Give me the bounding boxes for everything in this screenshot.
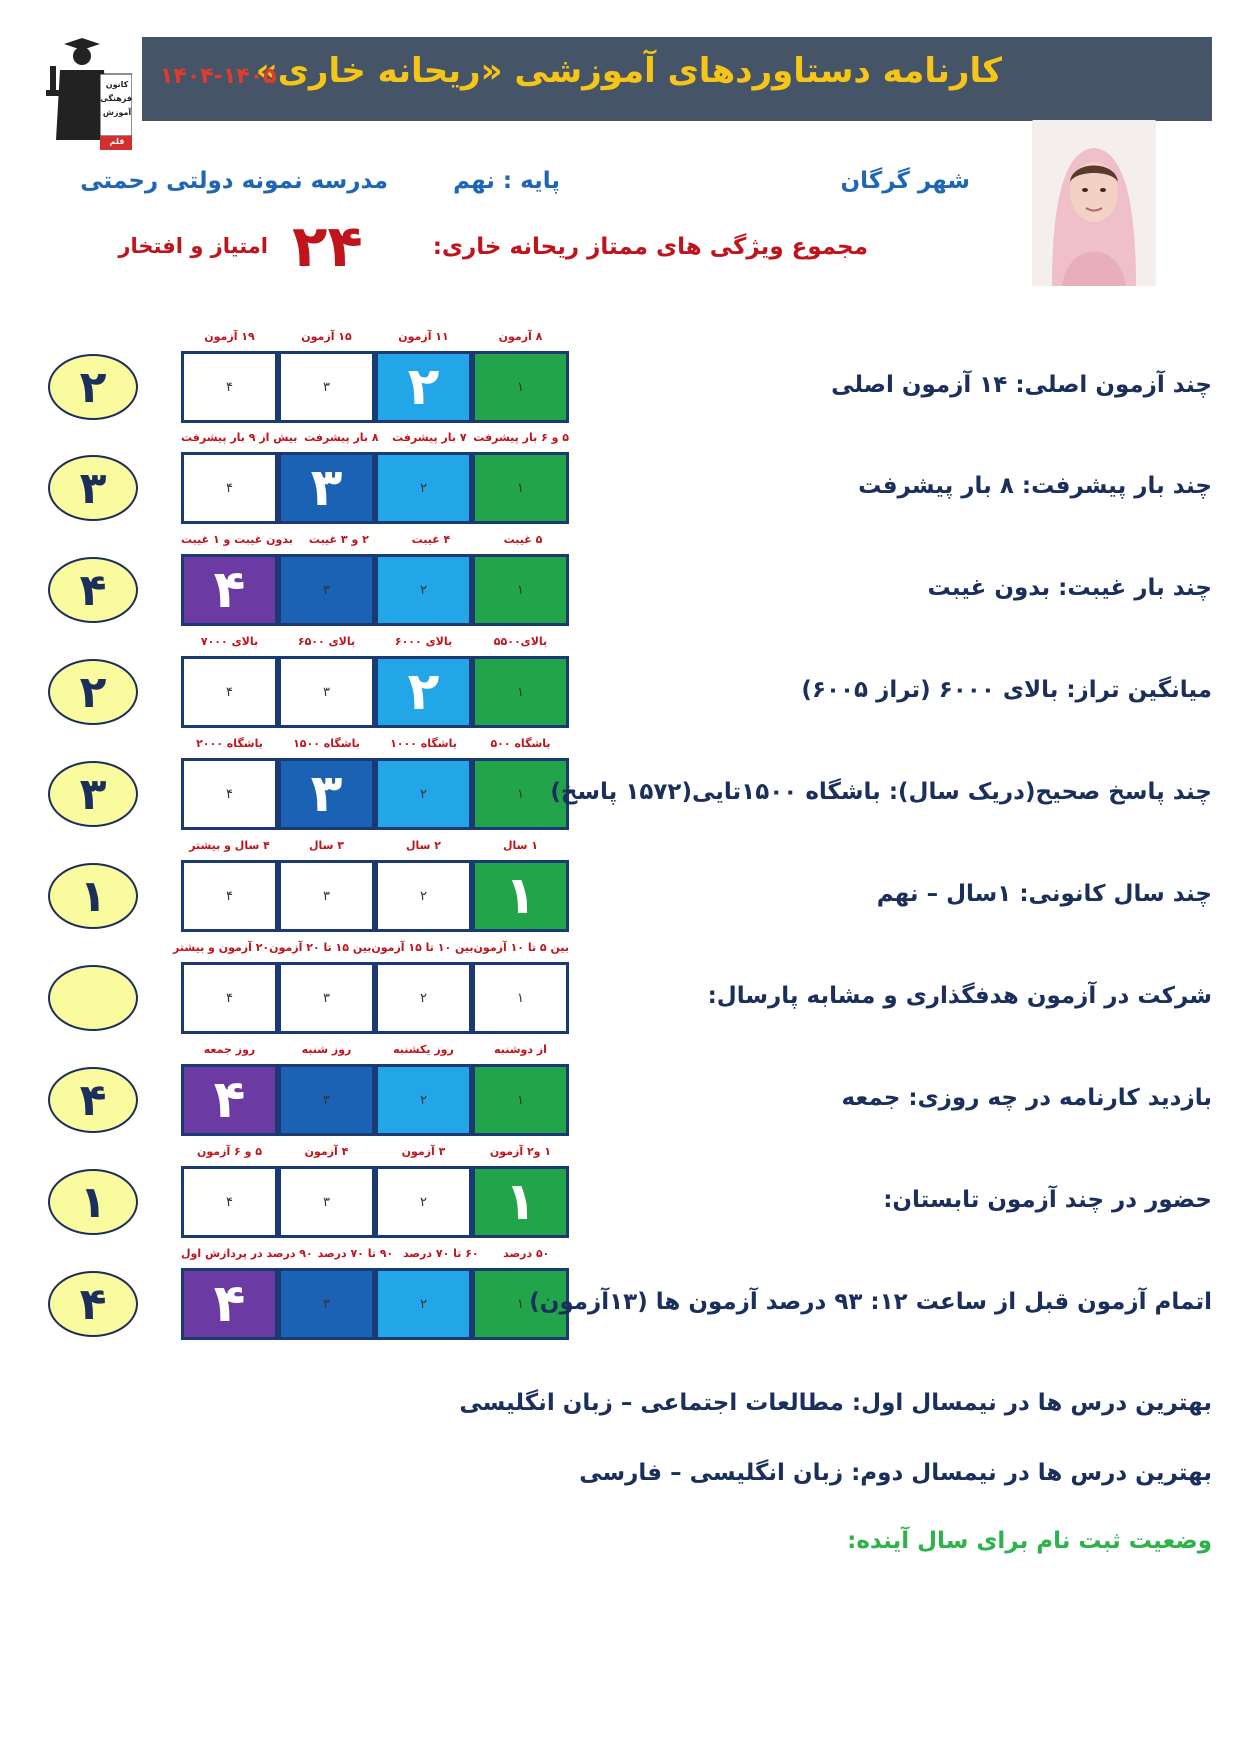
- row-headers: [181, 839, 569, 859]
- level-2-cell: ۲: [377, 454, 470, 522]
- level-grid: [181, 351, 569, 423]
- row-score: ۴: [48, 1067, 138, 1133]
- row-label: چند بار غیبت: بدون غیبت: [927, 575, 1212, 601]
- level-2-cell: ۲: [377, 1270, 470, 1338]
- row-label: چند بار پیشرفت: ۸ بار پیشرفت: [858, 473, 1212, 499]
- title-banner: [142, 37, 1212, 121]
- level-1-cell: ۱: [474, 353, 567, 421]
- level-4-cell: ۴: [183, 1066, 276, 1134]
- logo-line-4: قلم چی: [109, 137, 125, 155]
- level-grid: [181, 860, 569, 932]
- level-3-header: ۴ آزمون: [304, 1145, 349, 1158]
- row-headers: [181, 330, 569, 350]
- row-score: ۲: [48, 354, 138, 420]
- student-grade: پایه : نهم: [453, 168, 560, 194]
- row-score: ۲: [48, 659, 138, 725]
- level-1-header: ۵ غیبت: [503, 533, 543, 546]
- level-1-header: بین ۵ تا ۱۰ آزمون: [473, 941, 569, 954]
- row-label: حضور در چند آزمون تابستان:: [883, 1187, 1212, 1213]
- level-2-header: بالای ۶۰۰۰: [394, 635, 453, 648]
- row-score: ۱: [48, 863, 138, 929]
- logo-line-2: فرهنگی: [100, 94, 132, 103]
- level-2-cell: ۲: [377, 1168, 470, 1236]
- level-1-header: بالای۵۵۰۰: [493, 635, 548, 648]
- level-3-header: ۲ و ۳ غیبت: [308, 533, 369, 546]
- row-headers: [181, 635, 569, 655]
- level-1-header: ۵ و ۶ بار پیشرفت: [473, 431, 569, 444]
- level-1-cell: ۱: [474, 1066, 567, 1134]
- school-name: مدرسه نمونه دولتی رحمتی: [80, 168, 388, 194]
- level-1-header: از دوشنبه: [494, 1043, 547, 1056]
- level-1-header: ۱ سال: [502, 839, 539, 852]
- level-3-cell: ۳: [280, 658, 373, 726]
- best-subjects-semester-2: بهترین درس ها در نیمسال دوم: زبان انگلیسی – فارسی: [579, 1460, 1212, 1486]
- level-3-header: بین ۱۵ تا ۲۰ آزمون: [269, 941, 372, 954]
- level-4-cell: ۴: [183, 862, 276, 930]
- row-label: چند پاسخ صحیح(دریک سال): باشگاه ۱۵۰۰تایی(۱۵۷۲ پاسخ): [550, 779, 1212, 805]
- level-3-header: بالای ۶۵۰۰: [297, 635, 356, 648]
- row-headers: [181, 1145, 569, 1165]
- level-3-header: باشگاه ۱۵۰۰: [293, 737, 360, 750]
- row-score: [48, 965, 138, 1031]
- level-1-header: باشگاه ۵۰۰: [490, 737, 551, 750]
- level-2-header: ۴ غیبت: [411, 533, 451, 546]
- level-grid: [181, 656, 569, 728]
- level-4-header: ۴ سال و بیشتر: [189, 839, 270, 852]
- row-label: بازدید کارنامه در چه روزی: جمعه: [841, 1085, 1212, 1111]
- level-3-cell: ۳: [280, 862, 373, 930]
- row-score: ۴: [48, 557, 138, 623]
- level-2-cell: ۲: [377, 658, 470, 726]
- logo-line-3: آموزش: [102, 108, 132, 117]
- level-4-header: ۱۹ آزمون: [204, 330, 255, 343]
- total-score: ۲۴: [292, 212, 363, 280]
- level-4-cell: ۴: [183, 1168, 276, 1236]
- row-score: ۴: [48, 1271, 138, 1337]
- level-4-header: بالای ۷۰۰۰: [200, 635, 259, 648]
- report-title: کارنامه دستاوردهای آموزشی «ریحانه خاری»: [255, 51, 1002, 91]
- level-3-cell: ۳: [280, 1270, 373, 1338]
- row-headers: [181, 431, 569, 451]
- level-3-header: روز شنبه: [301, 1043, 352, 1056]
- level-2-header: ۶۰ تا ۷۰ درصد: [403, 1247, 479, 1260]
- level-1-cell: ۱: [474, 1168, 567, 1236]
- level-4-cell: ۴: [183, 658, 276, 726]
- level-2-cell: ۲: [377, 1066, 470, 1134]
- row-score: ۱: [48, 1169, 138, 1235]
- level-3-header: ۸ بار پیشرفت: [304, 431, 379, 444]
- level-1-cell: ۱: [474, 862, 567, 930]
- level-2-header: ۱۱ آزمون: [398, 330, 449, 343]
- level-1-header: ۱ و۲ آزمون: [489, 1145, 552, 1158]
- row-label: چند آزمون اصلی: ۱۴ آزمون اصلی: [831, 372, 1212, 398]
- level-grid: [181, 554, 569, 626]
- level-4-header: روز جمعه: [203, 1043, 256, 1056]
- level-3-header: ۹۰ تا ۷۰ درصد: [317, 1247, 394, 1260]
- level-1-cell: ۱: [474, 454, 567, 522]
- level-2-cell: ۲: [377, 862, 470, 930]
- level-grid: [181, 1064, 569, 1136]
- registration-status: وضعیت ثبت نام برای سال آینده:: [847, 1528, 1212, 1554]
- level-2-cell: ۲: [377, 556, 470, 624]
- level-3-header: ۳ سال: [308, 839, 345, 852]
- level-2-cell: ۲: [377, 760, 470, 828]
- kanoon-logo: [42, 36, 132, 154]
- row-label: میانگین تراز: بالای ۶۰۰۰ (تراز ۶۰۰۵): [801, 677, 1212, 703]
- row-score: ۳: [48, 455, 138, 521]
- total-score-label: امتیاز و افتخار: [118, 234, 268, 258]
- level-4-header: باشگاه ۲۰۰۰: [196, 737, 263, 750]
- level-3-cell: ۳: [280, 353, 373, 421]
- level-3-cell: ۳: [280, 964, 373, 1032]
- level-3-cell: ۳: [280, 760, 373, 828]
- student-city: شهر گرگان: [840, 168, 970, 194]
- level-grid: [181, 758, 569, 830]
- level-1-cell: ۱: [474, 556, 567, 624]
- best-subjects-semester-1: بهترین درس ها در نیمسال اول: مطالعات اجتماعی – زبان انگلیسی: [459, 1390, 1212, 1416]
- row-score: ۳: [48, 761, 138, 827]
- level-1-header: ۵۰ درصد: [503, 1247, 550, 1260]
- level-4-cell: ۴: [183, 1270, 276, 1338]
- level-2-header: ۲ سال: [405, 839, 442, 852]
- level-3-cell: ۳: [280, 454, 373, 522]
- row-headers: [181, 1043, 569, 1063]
- level-1-cell: ۱: [474, 1270, 567, 1338]
- level-3-cell: ۳: [280, 1066, 373, 1134]
- level-3-cell: ۳: [280, 556, 373, 624]
- level-4-cell: ۴: [183, 964, 276, 1032]
- level-3-header: ۱۵ آزمون: [301, 330, 352, 343]
- level-grid: [181, 1166, 569, 1238]
- level-4-cell: ۴: [183, 760, 276, 828]
- row-headers: [181, 1247, 569, 1267]
- level-1-cell: ۱: [474, 760, 567, 828]
- level-2-header: ۳ آزمون: [401, 1145, 446, 1158]
- level-4-cell: ۴: [183, 353, 276, 421]
- level-grid: [181, 452, 569, 524]
- row-label: شرکت در آزمون هدفگذاری و مشابه پارسال:: [707, 983, 1212, 1009]
- level-4-cell: ۴: [183, 454, 276, 522]
- level-2-header: ۷ بار پیشرفت: [392, 431, 467, 444]
- level-2-header: باشگاه ۱۰۰۰: [390, 737, 457, 750]
- level-2-cell: ۲: [377, 353, 470, 421]
- level-4-cell: ۴: [183, 556, 276, 624]
- level-1-header: ۸ آزمون: [498, 330, 543, 343]
- level-4-header: بیش از ۹ بار پیشرفت: [181, 431, 298, 444]
- logo-line-1: کانون: [105, 80, 129, 89]
- level-2-header: روز یکشنبه: [393, 1043, 454, 1056]
- row-label: اتمام آزمون قبل از ساعت ۱۲: ۹۳ درصد آزمون ها (۱۳آزمون): [529, 1289, 1212, 1315]
- row-headers: [181, 737, 569, 757]
- student-photo: [1032, 120, 1156, 286]
- level-1-cell: ۱: [474, 658, 567, 726]
- row-label: چند سال کانونی: ۱سال – نهم: [876, 881, 1212, 907]
- level-4-header: ۲۰ آزمون و بیشتر: [173, 941, 270, 954]
- level-grid: [181, 962, 569, 1034]
- level-3-cell: ۳: [280, 1168, 373, 1236]
- row-headers: [181, 533, 569, 553]
- level-4-header: بدون غیبت و ۱ غیبت: [180, 533, 293, 546]
- achievements-sum-label: مجموع ویژگی های ممتاز ریحانه خاری:: [432, 234, 868, 260]
- level-grid: [181, 1268, 569, 1340]
- academic-years: ۱۴۰۴-۱۴۰۵: [160, 64, 277, 89]
- level-1-cell: ۱: [474, 964, 567, 1032]
- level-2-header: بین ۱۰ تا ۱۵ آزمون: [371, 941, 474, 954]
- level-4-header: ۵ و ۶ آزمون: [197, 1145, 262, 1158]
- level-2-cell: ۲: [377, 964, 470, 1032]
- row-headers: [173, 941, 569, 961]
- level-4-header: ۹۰ درصد در پردازش اول: [180, 1247, 313, 1260]
